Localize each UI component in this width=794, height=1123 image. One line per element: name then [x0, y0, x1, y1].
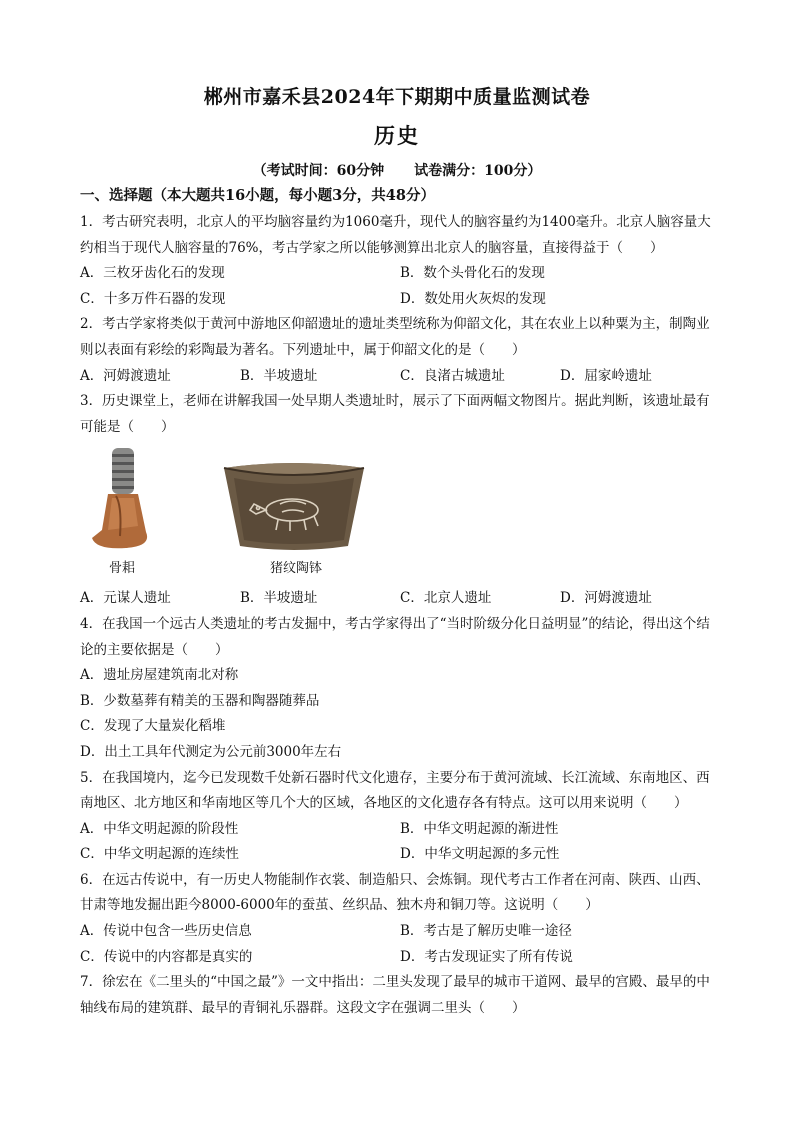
- question-2-option-d: D．屈家岭遗址: [560, 367, 652, 384]
- section-title: 一、选择题（本大题共16小题，每小题3分，共48分）: [80, 187, 435, 204]
- question-5-option-d: D．中华文明起源的多元性: [400, 846, 560, 863]
- question-4-option-b: B．少数墓葬有精美的玉器和陶器随葬品: [80, 692, 320, 709]
- exam-title: 郴州市嘉禾县2024年下期期中质量监测试卷: [203, 86, 591, 108]
- question-3-option-a: A．元谋人遗址: [80, 590, 171, 607]
- question-3-options: [80, 586, 720, 612]
- question-5-option-b: B．中华文明起源的渐进性: [400, 820, 559, 837]
- pig-pattern-pottery-bowl-image: [220, 458, 368, 554]
- question-6-option-c: C．传说中的内容都是真实的: [80, 948, 253, 965]
- pottery-bowl-caption: 猪纹陶钵: [269, 561, 322, 577]
- question-3-figures: [80, 444, 720, 584]
- question-4-option-d: D．出土工具年代测定为公元前3000年左右: [80, 743, 342, 760]
- question-1-options: [80, 261, 720, 312]
- question-5-options: [80, 817, 720, 868]
- question-3-stem: 3．历史课堂上，老师在讲解我国一处早期人类遗址时，展示了下面两幅文物图片。据此判断，该遗址最有可能是（ ）: [80, 393, 710, 435]
- question-1-option-b: B．数个头骨化石的发现: [400, 265, 545, 282]
- question-6-options: [80, 919, 720, 970]
- question-2-options: [80, 364, 720, 390]
- question-4-option-c: C．发现了大量炭化稻堆: [80, 718, 226, 735]
- question-6-option-a: A．传说中包含一些历史信息: [80, 923, 252, 940]
- question-1-option-c: C．十多万件石器的发现: [80, 290, 226, 307]
- question-2-option-b: B．半坡遗址: [240, 367, 318, 384]
- exam-score: 试卷满分：100分）: [414, 163, 542, 179]
- question-4-options: [80, 663, 720, 765]
- question-1-stem: 1．考古研究表明，北京人的平均脑容量约为1060毫升，现代人的脑容量约为1400毫升。北京人脑容量大约相当于现代人脑容量的76%，考古学家之所以能够测算出北京人的脑容量，直接得益于（ ）: [80, 214, 711, 256]
- question-2-stem: 2．考古学家将类似于黄河中游地区仰韶遗址的遗址类型统称为仰韶文化，其在农业上以种粟为主，制陶业则以表面有彩绘的彩陶最为著名。下列遗址中，属于仰韶文化的是（ ）: [80, 316, 710, 358]
- question-5-stem: 5．在我国境内，迄今已发现数千处新石器时代文化遗存，主要分布于黄河流域、长江流域、东南地区、西南地区、北方地区和华南地区等几个大的区域，各地区的文化遗存各有特点。这可以用来说明（ ）: [80, 769, 710, 812]
- question-7-stem: 7．徐宏在《二里头的“中国之最”》一文中指出：二里头发现了最早的城市干道网、最早的宫殿、最早的中轴线布局的建筑群、最早的青铜礼乐器群。这段文字在强调二里头（ ）: [80, 974, 710, 1016]
- question-3-option-d: D．河姆渡遗址: [560, 590, 652, 607]
- bone-spade-caption: 骨耜: [108, 561, 135, 577]
- exam-time: （考试时间：60分钟: [252, 163, 385, 179]
- question-6-option-d: D．考古发现证实了所有传说: [400, 948, 573, 965]
- exam-meta: [0, 160, 794, 180]
- question-6-option-b: B．考古是了解历史唯一途径: [400, 923, 572, 940]
- question-1-option-d: D．数处用火灰烬的发现: [400, 290, 546, 307]
- question-5-option-c: C．中华文明起源的连续性: [80, 846, 239, 863]
- question-6-stem: 6．在远古传说中，有一历史人物能制作衣裳、制造船只、会炼铜。现代考古工作者在河南、陕西、山西、甘肃等地发掘出距今8000-6000年的蚕茧、丝织品、独木舟和铜刀等。这说明（ ）: [80, 871, 710, 914]
- question-1-option-a: A．三枚牙齿化石的发现: [80, 265, 225, 282]
- question-3-option-c: C．北京人遗址: [400, 590, 492, 607]
- question-5-option-a: A．中华文明起源的阶段性: [80, 820, 239, 837]
- question-3-option-b: B．半坡遗址: [240, 590, 318, 607]
- questions-body: [80, 210, 720, 1021]
- question-4-stem: 4．在我国一个远古人类遗址的考古发掘中，考古学家得出了“当时阶级分化日益明显”的结论，得出这个结论的主要依据是（ ）: [80, 615, 710, 658]
- bone-spade-image: [86, 446, 156, 554]
- question-2-option-c: C．良渚古城遗址: [400, 367, 505, 384]
- exam-subject: 历史: [374, 123, 420, 148]
- question-2-option-a: A．河姆渡遗址: [80, 367, 171, 384]
- question-4-option-a: A．遗址房屋建筑南北对称: [80, 667, 239, 684]
